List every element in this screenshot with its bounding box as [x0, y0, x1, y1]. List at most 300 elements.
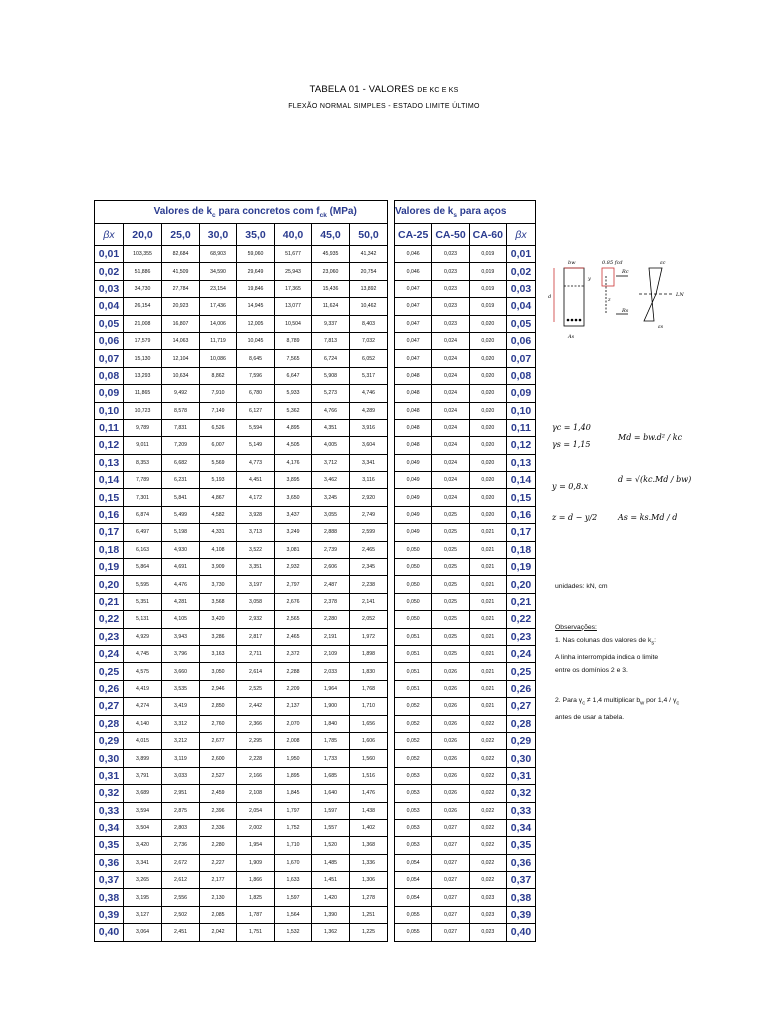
ks-cell: 0,023 [432, 315, 469, 332]
kc-cell: 3,713 [237, 524, 275, 541]
table-row [95, 732, 388, 749]
ks-cell: 0,049 [395, 454, 432, 471]
kc-cell: 3,312 [162, 715, 200, 732]
kc-cell: 7,149 [200, 402, 237, 419]
table-row [395, 837, 536, 854]
kc-cell: 9,337 [312, 315, 350, 332]
kc-cell: 1,516 [350, 767, 388, 784]
ks-cell: 0,048 [395, 385, 432, 402]
ks-cell: 0,025 [432, 524, 469, 541]
table-row [95, 419, 388, 436]
table-row [395, 280, 536, 297]
table-row [395, 454, 536, 471]
table-row [95, 489, 388, 506]
bx-cell: 0,09 [506, 385, 535, 402]
kc-cell: 5,317 [350, 367, 388, 384]
kc-cell: 1,900 [312, 698, 350, 715]
kc-cell: 3,791 [124, 767, 162, 784]
kc-cell: 2,396 [200, 802, 237, 819]
table-row [395, 889, 536, 906]
ks-group-blank [506, 201, 535, 224]
kc-cell: 3,796 [162, 645, 200, 662]
ks-cell: 0,021 [469, 680, 506, 697]
table-row [95, 280, 388, 297]
bx-cell: 0,28 [95, 715, 124, 732]
ks-cell: 0,027 [432, 837, 469, 854]
ks-cell: 0,051 [395, 628, 432, 645]
kc-cell: 1,306 [350, 872, 388, 889]
kc-cell: 1,909 [237, 854, 275, 871]
ks-cell: 0,025 [432, 611, 469, 628]
kc-header-fck: 40,0 [275, 224, 312, 246]
kc-cell: 1,797 [275, 802, 312, 819]
bx-cell: 0,30 [95, 750, 124, 767]
kc-cell: 1,768 [350, 680, 388, 697]
ks-cell: 0,022 [469, 785, 506, 802]
ks-cell: 0,049 [395, 524, 432, 541]
ks-cell: 0,023 [432, 280, 469, 297]
kc-cell: 1,476 [350, 785, 388, 802]
kc-cell: 1,402 [350, 819, 388, 836]
kc-cell: 2,487 [312, 576, 350, 593]
label-ec: εc [660, 260, 666, 266]
kc-cell: 3,504 [124, 819, 162, 836]
kc-cell: 23,154 [200, 280, 237, 297]
table-row [395, 541, 536, 558]
kc-cell: 2,238 [350, 576, 388, 593]
ks-cell: 0,047 [395, 315, 432, 332]
bx-cell: 0,31 [95, 767, 124, 784]
table-row [395, 315, 536, 332]
kc-cell: 4,419 [124, 680, 162, 697]
ks-cell: 0,026 [432, 750, 469, 767]
ks-cell: 0,047 [395, 332, 432, 349]
table-row [395, 715, 536, 732]
table-row [395, 402, 536, 419]
ks-cell: 0,025 [432, 559, 469, 576]
kc-cell: 1,785 [312, 732, 350, 749]
kc-cell: 2,288 [275, 663, 312, 680]
bx-cell: 0,18 [95, 541, 124, 558]
kc-cell: 11,624 [312, 298, 350, 315]
kc-cell: 1,964 [312, 680, 350, 697]
ks-cell: 0,023 [469, 906, 506, 923]
table-row [95, 524, 388, 541]
kc-cell: 2,042 [200, 924, 237, 941]
kc-cell: 6,497 [124, 524, 162, 541]
kc-cell: 6,007 [200, 437, 237, 454]
bx-cell: 0,21 [95, 593, 124, 610]
ks-cell: 0,027 [432, 924, 469, 941]
kc-cell: 2,711 [237, 645, 275, 662]
kc-header-fck: 50,0 [350, 224, 388, 246]
kc-cell: 3,249 [275, 524, 312, 541]
kc-cell: 2,228 [237, 750, 275, 767]
ks-cell: 0,026 [432, 732, 469, 749]
kc-cell: 1,564 [275, 906, 312, 923]
ks-cell: 0,050 [395, 541, 432, 558]
kc-cell: 1,733 [312, 750, 350, 767]
kc-cell: 2,951 [162, 785, 200, 802]
kc-cell: 4,691 [162, 559, 200, 576]
bx-cell: 0,35 [95, 837, 124, 854]
kc-cell: 3,909 [200, 559, 237, 576]
ks-cell: 0,020 [469, 402, 506, 419]
kc-cell: 17,436 [200, 298, 237, 315]
kc-cell: 1,451 [312, 872, 350, 889]
kc-cell: 1,336 [350, 854, 388, 871]
kc-cell: 2,677 [200, 732, 237, 749]
table-row [95, 263, 388, 280]
ks-cell: 0,021 [469, 541, 506, 558]
kc-cell: 4,140 [124, 715, 162, 732]
kc-cell: 3,650 [275, 489, 312, 506]
bx-cell: 0,04 [95, 298, 124, 315]
kc-cell: 2,109 [312, 645, 350, 662]
kc-cell: 10,504 [275, 315, 312, 332]
kc-cell: 4,575 [124, 663, 162, 680]
kc-cell: 5,198 [162, 524, 200, 541]
bx-cell: 0,22 [506, 611, 535, 628]
kc-cell: 3,286 [200, 628, 237, 645]
kc-cell: 14,006 [200, 315, 237, 332]
ks-cell: 0,025 [432, 576, 469, 593]
table-row [395, 906, 536, 923]
kc-cell: 2,932 [237, 611, 275, 628]
ks-cell: 0,019 [469, 280, 506, 297]
kc-cell: 2,054 [237, 802, 275, 819]
kc-cell: 1,972 [350, 628, 388, 645]
kc-cell: 9,789 [124, 419, 162, 436]
formula-gamma-c: γc = 1,40 [552, 423, 591, 432]
kc-cell: 1,560 [350, 750, 388, 767]
bx-cell: 0,33 [95, 802, 124, 819]
kc-cell: 3,419 [162, 698, 200, 715]
ks-cell: 0,019 [469, 246, 506, 263]
kc-cell: 59,060 [237, 246, 275, 263]
ks-cell: 0,051 [395, 645, 432, 662]
label-rs: Rs [622, 308, 629, 314]
kc-cell: 2,599 [350, 524, 388, 541]
ks-cell: 0,027 [432, 819, 469, 836]
ks-cell: 0,053 [395, 802, 432, 819]
table-row [395, 576, 536, 593]
ks-cell: 0,024 [432, 332, 469, 349]
kc-cell: 12,005 [237, 315, 275, 332]
kc-cell: 4,331 [200, 524, 237, 541]
kc-cell: 7,032 [350, 332, 388, 349]
bx-cell: 0,30 [506, 750, 535, 767]
stress-block-shape [602, 268, 614, 286]
kc-cell: 4,746 [350, 385, 388, 402]
kc-cell: 3,895 [275, 472, 312, 489]
table-row [395, 767, 536, 784]
kc-cell: 8,403 [350, 315, 388, 332]
kc-cell: 2,739 [312, 541, 350, 558]
bx-cell: 0,40 [95, 924, 124, 941]
kc-cell: 3,462 [312, 472, 350, 489]
kc-cell: 20,754 [350, 263, 388, 280]
kc-cell: 2,797 [275, 576, 312, 593]
units-note: unidades: kN, cm [555, 583, 608, 590]
label-d: d [548, 294, 552, 300]
ks-cell: 0,052 [395, 715, 432, 732]
table-row [395, 472, 536, 489]
kc-cell: 2,465 [275, 628, 312, 645]
table-row [395, 593, 536, 610]
kc-cell: 13,077 [275, 298, 312, 315]
bx-cell: 0,23 [95, 628, 124, 645]
kc-cell: 1,420 [312, 889, 350, 906]
ks-cell: 0,022 [469, 872, 506, 889]
kc-cell: 3,341 [350, 454, 388, 471]
ks-cell: 0,023 [469, 889, 506, 906]
kc-header-bx: βx [95, 224, 124, 246]
kc-cell: 3,245 [312, 489, 350, 506]
ks-cell: 0,020 [469, 506, 506, 523]
kc-cell: 10,723 [124, 402, 162, 419]
kc-cell: 3,604 [350, 437, 388, 454]
kc-cell: 5,864 [124, 559, 162, 576]
kc-cell: 21,008 [124, 315, 162, 332]
table-row [95, 350, 388, 367]
bx-cell: 0,10 [506, 402, 535, 419]
observation-1-line2: A linha interrompida indica o limite [555, 653, 659, 661]
bx-cell: 0,11 [95, 419, 124, 436]
kc-cell: 7,910 [200, 385, 237, 402]
ks-cell: 0,027 [432, 906, 469, 923]
bx-cell: 0,08 [95, 367, 124, 384]
bx-cell: 0,10 [95, 402, 124, 419]
table-row [395, 924, 536, 941]
bx-cell: 0,03 [506, 280, 535, 297]
kc-cell: 6,052 [350, 350, 388, 367]
bx-cell: 0,14 [506, 472, 535, 489]
kc-cell: 1,830 [350, 663, 388, 680]
ks-cell: 0,021 [469, 628, 506, 645]
kc-cell: 2,033 [312, 663, 350, 680]
ks-cell: 0,024 [432, 367, 469, 384]
ks-cell: 0,024 [432, 454, 469, 471]
ks-cell: 0,048 [395, 437, 432, 454]
kc-cell: 2,606 [312, 559, 350, 576]
kc-cell: 82,684 [162, 246, 200, 263]
bx-cell: 0,07 [95, 350, 124, 367]
ks-cell: 0,020 [469, 437, 506, 454]
bx-cell: 0,20 [95, 576, 124, 593]
bx-cell: 0,29 [506, 732, 535, 749]
bx-cell: 0,22 [95, 611, 124, 628]
kc-cell: 2,946 [200, 680, 237, 697]
ks-cell: 0,020 [469, 419, 506, 436]
bx-cell: 0,32 [506, 785, 535, 802]
kc-cell: 2,280 [312, 611, 350, 628]
ks-cell: 0,019 [469, 298, 506, 315]
bx-cell: 0,37 [95, 872, 124, 889]
kc-cell: 1,840 [312, 715, 350, 732]
formula-z: z = d − y/2 [552, 513, 598, 522]
bx-cell: 0,12 [95, 437, 124, 454]
title-main: TABELA 01 - VALORES [309, 84, 415, 95]
kc-cell: 6,724 [312, 350, 350, 367]
bx-cell: 0,26 [95, 680, 124, 697]
table-row [95, 645, 388, 662]
ks-cell: 0,020 [469, 315, 506, 332]
kc-cell: 4,505 [275, 437, 312, 454]
bx-cell: 0,11 [506, 419, 535, 436]
ks-cell: 0,021 [469, 559, 506, 576]
table-row [395, 698, 536, 715]
kc-cell: 15,130 [124, 350, 162, 367]
observation-1: 1. Nas colunas dos valores de $k_s$: [555, 637, 657, 647]
kc-header-fck: 30,0 [200, 224, 237, 246]
ks-cell: 0,021 [469, 524, 506, 541]
ks-cell: 0,020 [469, 472, 506, 489]
ks-cell: 0,049 [395, 472, 432, 489]
observation-2-line2: antes de usar a tabela. [555, 713, 625, 721]
bx-cell: 0,32 [95, 785, 124, 802]
kc-cell: 4,867 [200, 489, 237, 506]
page-subtitle: FLEXÃO NORMAL SIMPLES - ESTADO LIMITE ÚLTIMO [288, 103, 480, 110]
kc-cell: 17,579 [124, 332, 162, 349]
table-row [95, 854, 388, 871]
kc-cell: 4,766 [312, 402, 350, 419]
ks-cell: 0,023 [469, 924, 506, 941]
table-row [395, 332, 536, 349]
table-row [95, 454, 388, 471]
kc-cell: 2,600 [200, 750, 237, 767]
kc-cell: 5,499 [162, 506, 200, 523]
kc-cell: 7,831 [162, 419, 200, 436]
table-row [95, 924, 388, 941]
kc-cell: 1,845 [275, 785, 312, 802]
observation-2: 2. Para $\gamma_c \ne 1,4$ multiplicar $b_w$ por $1,4 / \gamma_c$ [555, 696, 680, 707]
bx-cell: 0,05 [506, 315, 535, 332]
kc-cell: 2,070 [275, 715, 312, 732]
bx-cell: 0,36 [506, 854, 535, 871]
ks-cell: 0,053 [395, 819, 432, 836]
formula-gamma-s: γs = 1,15 [552, 440, 591, 449]
table-row [395, 819, 536, 836]
label-rc: Rc [622, 269, 629, 275]
ks-cell: 0,023 [432, 298, 469, 315]
kc-cell: 7,813 [312, 332, 350, 349]
ks-header-steel: CA-25 [395, 224, 432, 246]
kc-cell: 4,351 [312, 419, 350, 436]
ks-cell: 0,020 [469, 350, 506, 367]
kc-cell: 3,033 [162, 767, 200, 784]
kc-cell: 3,916 [350, 419, 388, 436]
ks-cell: 0,019 [469, 263, 506, 280]
kc-cell: 1,368 [350, 837, 388, 854]
kc-cell: 1,751 [237, 924, 275, 941]
bx-cell: 0,39 [95, 906, 124, 923]
bx-cell: 0,21 [506, 593, 535, 610]
kc-cell: 5,131 [124, 611, 162, 628]
ks-cell: 0,048 [395, 402, 432, 419]
kc-cell: 5,841 [162, 489, 200, 506]
label-z: z [608, 297, 611, 303]
kc-cell: 2,803 [162, 819, 200, 836]
bx-cell: 0,17 [95, 524, 124, 541]
kc-cell: 1,640 [312, 785, 350, 802]
kc-cell: 10,086 [200, 350, 237, 367]
ks-cell: 0,022 [469, 837, 506, 854]
kc-cell: 26,154 [124, 298, 162, 315]
kc-cell: 3,341 [124, 854, 162, 871]
bx-cell: 0,39 [506, 906, 535, 923]
kc-cell: 3,081 [275, 541, 312, 558]
ks-cell: 0,026 [432, 680, 469, 697]
kc-cell: 7,789 [124, 472, 162, 489]
ks-cell: 0,022 [469, 819, 506, 836]
bx-cell: 0,16 [506, 506, 535, 523]
ks-header-steel: CA-50 [432, 224, 469, 246]
kc-cell: 2,556 [162, 889, 200, 906]
kc-cell: 1,390 [312, 906, 350, 923]
kc-cell: 2,502 [162, 906, 200, 923]
kc-cell: 34,730 [124, 280, 162, 297]
ks-cell: 0,047 [395, 350, 432, 367]
formula-y: y = 0,8.x [552, 482, 589, 491]
bx-cell: 0,12 [506, 437, 535, 454]
kc-cell: 2,227 [200, 854, 237, 871]
ks-cell: 0,022 [469, 750, 506, 767]
table-row [95, 819, 388, 836]
ks-cell: 0,024 [432, 472, 469, 489]
ks-cell: 0,053 [395, 837, 432, 854]
page-title [0, 84, 768, 95]
kc-cell: 2,525 [237, 680, 275, 697]
ks-cell: 0,053 [395, 767, 432, 784]
kc-cell: 2,166 [237, 767, 275, 784]
ks-cell: 0,051 [395, 663, 432, 680]
kc-cell: 34,590 [200, 263, 237, 280]
kc-cell: 2,141 [350, 593, 388, 610]
kc-cell: 1,670 [275, 854, 312, 871]
bx-cell: 0,02 [95, 263, 124, 280]
kc-cell: 8,353 [124, 454, 162, 471]
bx-cell: 0,33 [506, 802, 535, 819]
observations-title: Observações: [555, 623, 597, 631]
ks-cell: 0,046 [395, 263, 432, 280]
kc-cell: 2,459 [200, 785, 237, 802]
kc-cell: 2,378 [312, 593, 350, 610]
kc-cell: 2,817 [237, 628, 275, 645]
table-row [395, 350, 536, 367]
ks-cell: 0,020 [469, 489, 506, 506]
bx-cell: 0,19 [506, 559, 535, 576]
bx-cell: 0,08 [506, 367, 535, 384]
kc-cell: 2,614 [237, 663, 275, 680]
kc-cell: 1,825 [237, 889, 275, 906]
kc-cell: 1,278 [350, 889, 388, 906]
kc-cell: 7,596 [237, 367, 275, 384]
kc-cell: 8,789 [275, 332, 312, 349]
kc-cell: 4,895 [275, 419, 312, 436]
table-row [95, 576, 388, 593]
ks-cell: 0,021 [469, 645, 506, 662]
ks-cell: 0,022 [469, 732, 506, 749]
kc-cell: 3,437 [275, 506, 312, 523]
kc-cell: 41,342 [350, 246, 388, 263]
table-row [95, 663, 388, 680]
kc-cell: 1,520 [312, 837, 350, 854]
ks-cell: 0,050 [395, 576, 432, 593]
table-row [95, 402, 388, 419]
kc-cell: 103,355 [124, 246, 162, 263]
table-row [395, 663, 536, 680]
